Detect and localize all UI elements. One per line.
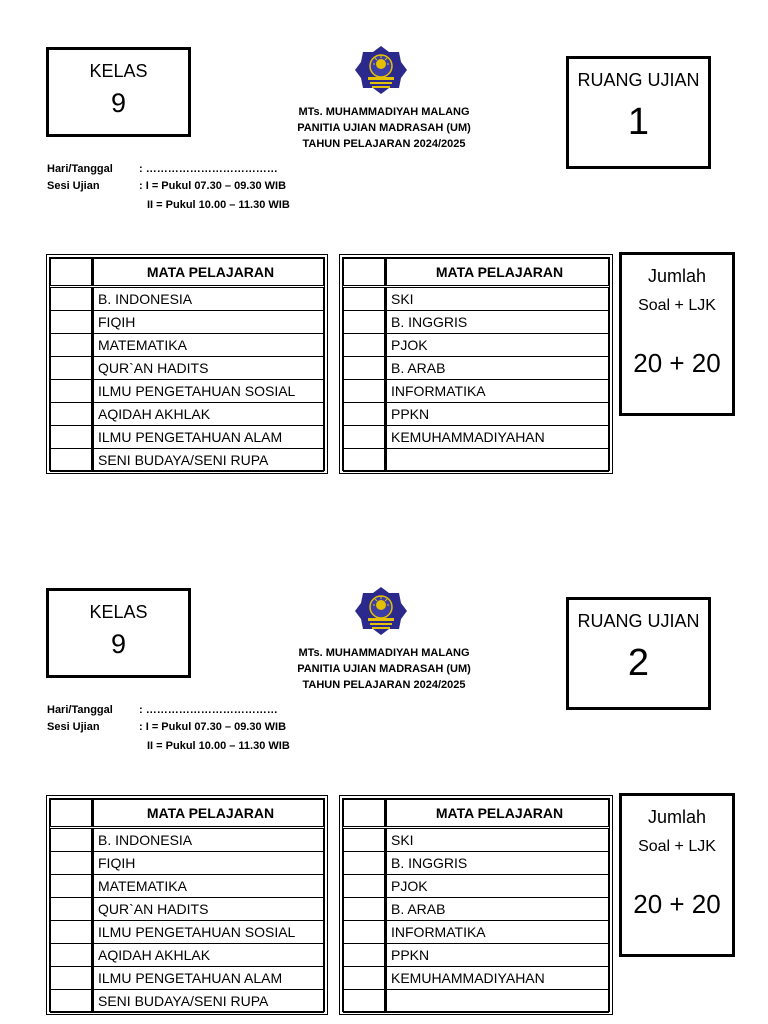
class-label: KELAS bbox=[89, 602, 148, 622]
exam-room-sheet bbox=[0, 0, 768, 480]
school-header bbox=[270, 645, 498, 693]
subject-header: MATA PELAJARAN bbox=[386, 259, 609, 287]
row-number-cell bbox=[344, 311, 386, 334]
subject-cell: KEMUHAMMADIYAHAN bbox=[386, 967, 609, 990]
class-box bbox=[46, 47, 191, 137]
question-count-label: Jumlah bbox=[647, 266, 707, 286]
exam-room-label: RUANG UJIAN bbox=[577, 611, 700, 631]
table-row bbox=[51, 944, 324, 967]
table-row bbox=[51, 287, 324, 311]
subject-cell: SENI BUDAYA/SENI RUPA bbox=[93, 449, 324, 472]
row-number-cell bbox=[344, 380, 386, 403]
row-number-cell bbox=[51, 921, 93, 944]
row-number-cell bbox=[344, 875, 386, 898]
table-row bbox=[344, 990, 609, 1013]
row-number-cell bbox=[344, 403, 386, 426]
exam-room-label: RUANG UJIAN bbox=[577, 70, 700, 90]
table-row bbox=[344, 334, 609, 357]
subject-cell: PJOK bbox=[386, 875, 609, 898]
subject-cell: FIQIH bbox=[93, 311, 324, 334]
table-row bbox=[344, 380, 609, 403]
row-number-cell bbox=[344, 990, 386, 1013]
table-row bbox=[51, 334, 324, 357]
subject-cell: AQIDAH AKHLAK bbox=[93, 403, 324, 426]
subject-cell: B. ARAB bbox=[386, 898, 609, 921]
row-number-cell bbox=[51, 311, 93, 334]
row-number-cell bbox=[51, 403, 93, 426]
subject-cell: INFORMATIKA bbox=[386, 921, 609, 944]
row-number-cell bbox=[344, 898, 386, 921]
school-name: MTs. MUHAMMADIYAH MALANG bbox=[298, 106, 470, 118]
table-row bbox=[344, 898, 609, 921]
subject-cell: PPKN bbox=[386, 403, 609, 426]
date-row bbox=[47, 163, 278, 175]
subject-header: MATA PELAJARAN bbox=[386, 800, 609, 828]
row-number-cell bbox=[51, 828, 93, 852]
school-emblem-icon bbox=[353, 44, 409, 96]
row-number-cell bbox=[344, 426, 386, 449]
subject-table-left bbox=[46, 254, 328, 474]
table-row bbox=[51, 852, 324, 875]
session-row-2 bbox=[47, 740, 290, 752]
subject-cell: PPKN bbox=[386, 944, 609, 967]
table-row bbox=[344, 944, 609, 967]
class-value: 9 bbox=[110, 629, 127, 659]
row-number-cell bbox=[344, 287, 386, 311]
date-label: Hari/Tanggal bbox=[47, 163, 113, 175]
subject-table-right bbox=[339, 254, 613, 474]
table-row bbox=[51, 426, 324, 449]
table-row bbox=[344, 828, 609, 852]
exam-room-number: 1 bbox=[627, 101, 650, 143]
row-number-cell bbox=[51, 875, 93, 898]
academic-year: TAHUN PELAJARAN 2024/2025 bbox=[302, 679, 466, 691]
row-number-cell bbox=[344, 944, 386, 967]
table-row bbox=[51, 380, 324, 403]
subject-cell: ILMU PENGETAHUAN SOSIAL bbox=[93, 380, 324, 403]
subject-cell: QUR`AN HADITS bbox=[93, 898, 324, 921]
table-row bbox=[51, 828, 324, 852]
row-number-cell bbox=[344, 852, 386, 875]
row-number-cell bbox=[344, 921, 386, 944]
question-count-value: 20 + 20 bbox=[633, 348, 721, 378]
question-count-sublabel: Soal + LJK bbox=[638, 297, 716, 314]
table-row bbox=[344, 357, 609, 380]
row-number-cell bbox=[51, 334, 93, 357]
subject-cell: SENI BUDAYA/SENI RUPA bbox=[93, 990, 324, 1013]
table-row bbox=[51, 967, 324, 990]
subject-cell: MATEMATIKA bbox=[93, 875, 324, 898]
subject-cell: B. INGGRIS bbox=[386, 852, 609, 875]
table-row bbox=[344, 287, 609, 311]
class-value: 9 bbox=[110, 88, 127, 118]
table-row bbox=[51, 449, 324, 472]
school-header bbox=[270, 104, 498, 152]
class-box bbox=[46, 588, 191, 678]
table-row bbox=[51, 990, 324, 1013]
subject-table-right bbox=[339, 795, 613, 1015]
date-row bbox=[47, 704, 278, 716]
exam-room-sheet bbox=[0, 541, 768, 1021]
committee-name: PANITIA UJIAN MADRASAH (UM) bbox=[297, 663, 471, 675]
question-count-value: 20 + 20 bbox=[633, 889, 721, 919]
question-count-label: Jumlah bbox=[647, 807, 707, 827]
exam-room-box bbox=[566, 597, 711, 710]
table-row bbox=[344, 311, 609, 334]
row-number-cell bbox=[51, 287, 93, 311]
subject-cell: ILMU PENGETAHUAN ALAM bbox=[93, 967, 324, 990]
session-row-2 bbox=[47, 199, 290, 211]
subject-cell: ILMU PENGETAHUAN SOSIAL bbox=[93, 921, 324, 944]
row-number-cell bbox=[51, 380, 93, 403]
subject-cell: AQIDAH AKHLAK bbox=[93, 944, 324, 967]
row-number-cell bbox=[51, 426, 93, 449]
subject-cell: SKI bbox=[386, 287, 609, 311]
date-value: : ……………………………… bbox=[139, 704, 278, 716]
exam-room-box bbox=[566, 56, 711, 169]
subject-cell: B. INGGRIS bbox=[386, 311, 609, 334]
school-name: MTs. MUHAMMADIYAH MALANG bbox=[298, 647, 470, 659]
row-number-cell bbox=[344, 967, 386, 990]
table-row bbox=[51, 875, 324, 898]
date-label: Hari/Tanggal bbox=[47, 704, 113, 716]
row-number-cell bbox=[51, 967, 93, 990]
session-label: Sesi Ujian bbox=[47, 180, 100, 192]
row-number-cell bbox=[344, 357, 386, 380]
session-2: II = Pukul 10.00 – 11.30 WIB bbox=[147, 740, 290, 752]
number-header bbox=[344, 800, 386, 828]
subject-cell bbox=[386, 449, 609, 472]
session-label: Sesi Ujian bbox=[47, 721, 100, 733]
subject-cell: FIQIH bbox=[93, 852, 324, 875]
school-emblem-icon-svg bbox=[353, 585, 409, 637]
academic-year: TAHUN PELAJARAN 2024/2025 bbox=[302, 138, 466, 150]
number-header bbox=[51, 800, 93, 828]
table-row bbox=[344, 921, 609, 944]
subject-cell: B. ARAB bbox=[386, 357, 609, 380]
row-number-cell bbox=[51, 357, 93, 380]
table-row bbox=[51, 898, 324, 921]
school-emblem-icon bbox=[353, 585, 409, 637]
question-count-box bbox=[619, 793, 735, 957]
number-header bbox=[344, 259, 386, 287]
table-row bbox=[51, 403, 324, 426]
subject-cell: QUR`AN HADITS bbox=[93, 357, 324, 380]
subject-cell: B. INDONESIA bbox=[93, 828, 324, 852]
subject-table-left bbox=[46, 795, 328, 1015]
table-row bbox=[344, 967, 609, 990]
row-number-cell bbox=[51, 990, 93, 1013]
subject-cell: KEMUHAMMADIYAHAN bbox=[386, 426, 609, 449]
question-count-box bbox=[619, 252, 735, 416]
question-count-sublabel: Soal + LJK bbox=[638, 838, 716, 855]
subject-cell: B. INDONESIA bbox=[93, 287, 324, 311]
table-row bbox=[344, 403, 609, 426]
subject-cell: INFORMATIKA bbox=[386, 380, 609, 403]
session-row bbox=[47, 721, 286, 733]
table-row bbox=[51, 311, 324, 334]
date-value: : ……………………………… bbox=[139, 163, 278, 175]
subject-cell: ILMU PENGETAHUAN ALAM bbox=[93, 426, 324, 449]
class-label: KELAS bbox=[89, 61, 148, 81]
row-number-cell bbox=[51, 449, 93, 472]
subject-cell: PJOK bbox=[386, 334, 609, 357]
table-row bbox=[344, 875, 609, 898]
row-number-cell bbox=[51, 898, 93, 921]
subject-cell: SKI bbox=[386, 828, 609, 852]
table-row bbox=[51, 357, 324, 380]
table-row bbox=[51, 921, 324, 944]
subject-cell bbox=[386, 990, 609, 1013]
row-number-cell bbox=[51, 944, 93, 967]
table-row bbox=[344, 449, 609, 472]
table-row bbox=[344, 852, 609, 875]
number-header bbox=[51, 259, 93, 287]
school-emblem-icon-svg bbox=[353, 44, 409, 96]
row-number-cell bbox=[344, 828, 386, 852]
subject-header: MATA PELAJARAN bbox=[93, 259, 324, 287]
row-number-cell bbox=[344, 449, 386, 472]
session-1: : I = Pukul 07.30 – 09.30 WIB bbox=[139, 180, 287, 192]
subject-cell: MATEMATIKA bbox=[93, 334, 324, 357]
subject-header: MATA PELAJARAN bbox=[93, 800, 324, 828]
session-1: : I = Pukul 07.30 – 09.30 WIB bbox=[139, 721, 287, 733]
row-number-cell bbox=[344, 334, 386, 357]
table-row bbox=[344, 426, 609, 449]
exam-room-number: 2 bbox=[627, 642, 650, 684]
committee-name: PANITIA UJIAN MADRASAH (UM) bbox=[297, 122, 471, 134]
session-2: II = Pukul 10.00 – 11.30 WIB bbox=[147, 199, 290, 211]
row-number-cell bbox=[51, 852, 93, 875]
session-row bbox=[47, 180, 286, 192]
